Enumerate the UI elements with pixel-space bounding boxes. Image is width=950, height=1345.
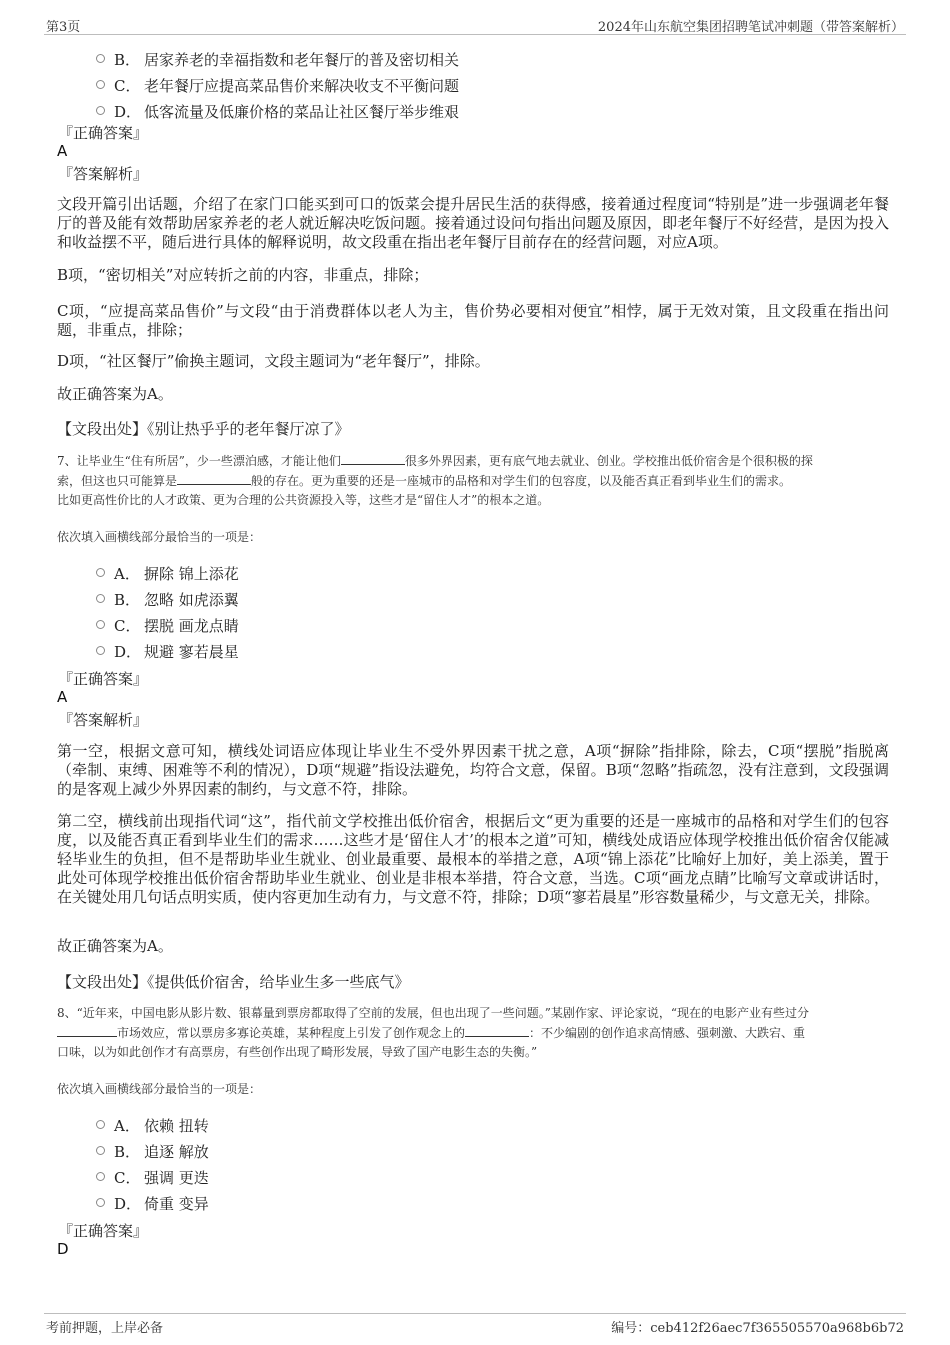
q7-instruction: 依次填入画横线部分最恰当的一项是： — [57, 530, 262, 544]
radio-icon[interactable] — [96, 568, 105, 577]
radio-icon[interactable] — [96, 80, 105, 89]
radio-icon[interactable] — [96, 1198, 105, 1207]
q8-answer: D — [57, 1240, 69, 1258]
q7-question-text: 7、让毕业生“住有所居”，少一些漂泊感，才能让他们 很多外界因素，更有底气地去就业、创业。学校推出低价宿舍是个很积极的探 索，但这也只可能算是 般的存在。更为重要的还是一座城市的品格和对学生们的包容度，以及能否真正看到毕业生们的需求。 比如更高性价比的人才政策、更为合理的公共资源投入等，这些才是“留住人才”的根本之道。 — [57, 454, 813, 507]
blank — [57, 1024, 117, 1037]
q7-analysis-paragraph: 第一空，根据文意可知，横线处词语应体现让毕业生不受外界因素干扰之意，A项“摒除”指排除，除去，C项“摆脱”指脱离（牵制、束缚、困难等不利的情况），D项“规避”指设法避免，均符合文意，保留。B项“忽略”指疏忽，没有注意到，文段强调的是客观上减少外界因素的制约，与文意不符，排除。 — [57, 742, 889, 798]
blank — [465, 1024, 529, 1037]
radio-icon[interactable] — [96, 1120, 105, 1129]
q6-analysis-paragraph: D项，“社区餐厅”偷换主题词，文段主题词为“老年餐厅”，排除。 — [57, 352, 490, 370]
radio-icon[interactable] — [96, 54, 105, 63]
radio-icon[interactable] — [96, 620, 105, 629]
page-footer — [44, 1313, 906, 1336]
document-title: 2024年山东航空集团招聘笔试冲刺题（带答案解析） — [597, 20, 904, 35]
q8-answer-label: 『正确答案』 — [58, 1222, 149, 1240]
q7-answer-label: 『正确答案』 — [58, 670, 149, 688]
page-header — [44, 14, 906, 35]
q6-conclusion: 故正确答案为A。 — [57, 385, 173, 403]
radio-icon[interactable] — [96, 1146, 105, 1155]
q7-answer: A — [57, 688, 68, 706]
q8-instruction: 依次填入画横线部分最恰当的一项是： — [57, 1082, 262, 1096]
radio-icon[interactable] — [96, 106, 105, 115]
q8-question-text: 8、“近年来，中国电影从影片数、银幕量到票房都取得了空前的发展，但也出现了一些问题。”某剧作家、评论家说，“现在的电影产业有些过分 市场效应，常以票房多寡论英雄，某种程度上引发了创作观念上的 ：不少编剧的创作追求高情感、强刺激、大跌宕、重 口味，以为如此创作才有高票房，有些创作出现了畸形发展，导致了国产电影生态的失衡。” — [57, 1006, 810, 1059]
radio-icon[interactable] — [96, 646, 105, 655]
q6-source: 【文段出处】《别让热乎乎的老年餐厅凉了》 — [57, 420, 350, 438]
q6-analysis-label: 『答案解析』 — [58, 165, 149, 183]
q7-conclusion: 故正确答案为A。 — [57, 937, 173, 955]
q7-analysis-label: 『答案解析』 — [58, 711, 149, 729]
q6-analysis-paragraph: C项，“应提高菜品售价”与文段“由于消费群体以老人为主，售价势必要相对便宜”相悖，属于无效对策，且文段重在指出问题，非重点，排除； — [57, 302, 889, 339]
radio-icon[interactable] — [96, 594, 105, 603]
blank — [341, 452, 405, 465]
page-number: 第3页 — [46, 20, 81, 35]
q6-answer: A — [57, 142, 68, 160]
q6-analysis-paragraph: B项，“密切相关”对应转折之前的内容，非重点，排除； — [57, 266, 429, 284]
document-code: 编号：ceb412f26aec7f365505570a968b6b72 — [611, 1321, 904, 1336]
q7-analysis-paragraph: 第二空，横线前出现指代词“这”，指代前文学校推出低价宿舍，根据后文“更为重要的还是一座城市的品格和对学生们的包容度，以及能否真正看到毕业生们的需求……这些才是‘留住人才’的根本之道”可知，横线处成语应体现学校推出低价宿舍仅能减轻毕业生的负担，但不是帮助毕业生就业、创业最重要、最根本的举措之意，A项“锦上添花”比喻好上加好，美上添美，置于此处可体现学校推出低价宿舍帮助毕业生就业、创业是非根本举措，符合文意，当选。C项“画龙点睛”比喻写文章或讲话时，在关键处用几句话点明实质，使内容更加生动有力，与文意不符，排除；D项“寥若晨星”形容数量稀少，与文意无关，排除。 — [57, 812, 889, 906]
radio-icon[interactable] — [96, 1172, 105, 1181]
footer-slogan: 考前押题，上岸必备 — [46, 1321, 164, 1336]
q6-analysis-paragraph: 文段开篇引出话题，介绍了在家门口能买到可口的饭菜会提升居民生活的获得感，接着通过程度词“特别是”进一步强调老年餐厅的普及能有效帮助居家养老的老人就近解决吃饭问题。接着通过设问句指出问题及原因，即老年餐厅不好经营，是因为投入和收益摆不平，随后进行具体的解释说明，故文段重在指出老年餐厅目前存在的经营问题，对应A项。 — [57, 195, 889, 251]
blank — [177, 472, 251, 485]
q7-source: 【文段出处】《提供低价宿舍，给毕业生多一些底气》 — [57, 973, 410, 991]
q6-answer-label: 『正确答案』 — [58, 124, 149, 142]
